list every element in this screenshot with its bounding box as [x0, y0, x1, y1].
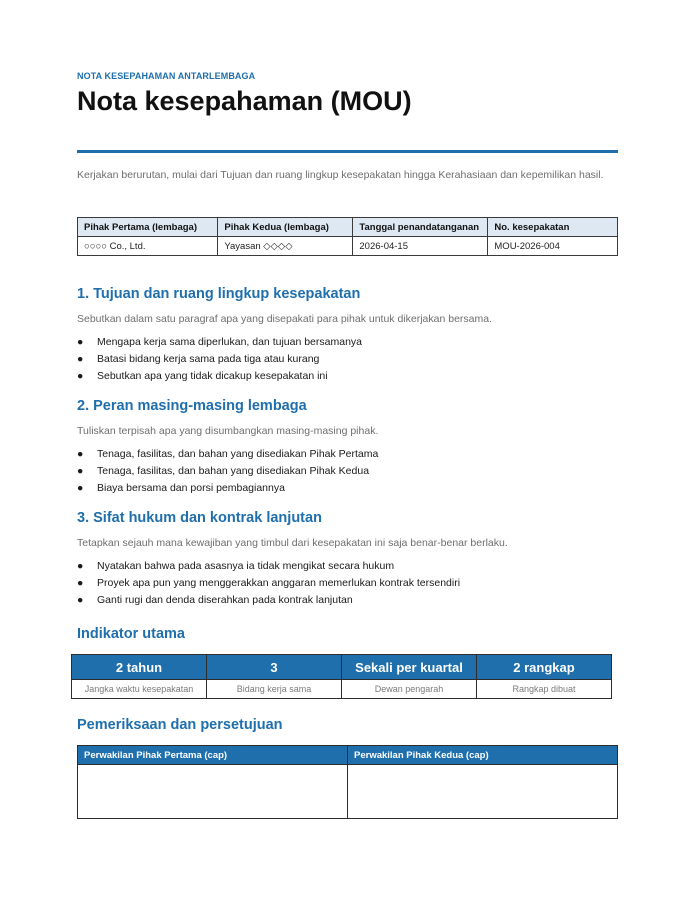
section-lead: Tuliskan terpisah apa yang disumbangkan masing-masing pihak. [77, 425, 379, 437]
indicator-labels-row [72, 680, 612, 699]
indicators-table [71, 654, 612, 699]
indicator-label: Dewan pengarah [342, 680, 477, 699]
list-item-text: Mengapa kerja sama diperlukan, dan tujuan bersamanya [97, 336, 362, 348]
parties-header-row [78, 218, 618, 237]
list-item-text: Biaya bersama dan porsi pembagiannya [97, 482, 285, 494]
bullet-icon: ● [77, 577, 84, 589]
list-item [77, 558, 460, 575]
parties-table [77, 217, 618, 256]
section-bullet-list [77, 558, 460, 609]
parties-header-cell: Pihak Pertama (lembaga) [78, 218, 218, 237]
indicator-label: Bidang kerja sama [207, 680, 342, 699]
parties-header-cell: Pihak Kedua (lembaga) [218, 218, 353, 237]
indicator-label: Jangka waktu kesepakatan [72, 680, 207, 699]
signature-box-second-party[interactable] [348, 765, 618, 819]
list-item [77, 463, 378, 480]
list-item [77, 368, 362, 385]
list-item-text: Nyatakan bahwa pada asasnya ia tidak mengikat secara hukum [97, 560, 395, 572]
section-heading: 2. Peran masing-masing lembaga [77, 398, 307, 414]
party-second-value: Yayasan ◇◇◇◇ [218, 237, 353, 256]
bullet-icon: ● [77, 594, 84, 606]
list-item [77, 575, 460, 592]
bullet-icon: ● [77, 370, 84, 382]
section-heading: 1. Tujuan dan ruang lingkup kesepakatan [77, 286, 361, 302]
signing-date-value: 2026-04-15 [353, 237, 488, 256]
indicator-value: Sekali per kuartal [342, 655, 477, 680]
title-divider [77, 150, 618, 153]
agreement-number-value: MOU-2026-004 [488, 237, 618, 256]
approval-heading: Pemeriksaan dan persetujuan [77, 717, 283, 733]
section-lead: Sebutkan dalam satu paragraf apa yang disepakati para pihak untuk dikerjakan bersama. [77, 313, 493, 325]
section-bullet-list [77, 334, 362, 385]
bullet-icon: ● [77, 336, 84, 348]
bullet-icon: ● [77, 482, 84, 494]
list-item-text: Tenaga, fasilitas, dan bahan yang disediakan Pihak Kedua [97, 465, 370, 477]
list-item [77, 446, 378, 463]
document-kicker: NOTA KESEPAHAMAN ANTARLEMBAGA [77, 71, 256, 81]
bullet-icon: ● [77, 465, 84, 477]
approval-table [77, 745, 618, 819]
list-item-text: Batasi bidang kerja sama pada tiga atau kurang [97, 353, 320, 365]
list-item [77, 480, 378, 497]
list-item [77, 351, 362, 368]
indicators-heading: Indikator utama [77, 626, 185, 642]
approval-column-first-party: Perwakilan Pihak Pertama (cap) [78, 746, 348, 765]
bullet-icon: ● [77, 560, 84, 572]
parties-header-cell: Tanggal penandatanganan [353, 218, 488, 237]
bullet-icon: ● [77, 448, 84, 460]
intro-text: Kerjakan berurutan, mulai dari Tujuan dan ruang lingkup kesepakatan hingga Kerahasiaan dan kepemilikan hasil. [77, 169, 604, 181]
indicator-values-row [72, 655, 612, 680]
section-lead: Tetapkan sejauh mana kewajiban yang timbul dari kesepakatan ini saja benar-benar berlaku. [77, 537, 508, 549]
signature-box-first-party[interactable] [78, 765, 348, 819]
document-title: Nota kesepahaman (MOU) [77, 86, 412, 116]
section-bullet-list [77, 446, 378, 497]
indicator-value: 3 [207, 655, 342, 680]
list-item [77, 592, 460, 609]
parties-value-row [78, 237, 618, 256]
indicator-value: 2 tahun [72, 655, 207, 680]
approval-signature-row [78, 765, 618, 819]
list-item-text: Sebutkan apa yang tidak dicakup kesepakatan ini [97, 370, 328, 382]
approval-header-row [78, 746, 618, 765]
indicator-value: 2 rangkap [477, 655, 612, 680]
section-heading: 3. Sifat hukum dan kontrak lanjutan [77, 510, 322, 526]
party-first-value: ○○○○ Co., Ltd. [78, 237, 218, 256]
approval-column-second-party: Perwakilan Pihak Kedua (cap) [348, 746, 618, 765]
bullet-icon: ● [77, 353, 84, 365]
parties-header-cell: No. kesepakatan [488, 218, 618, 237]
list-item-text: Tenaga, fasilitas, dan bahan yang disediakan Pihak Pertama [97, 448, 379, 460]
indicator-label: Rangkap dibuat [477, 680, 612, 699]
list-item [77, 334, 362, 351]
list-item-text: Proyek apa pun yang menggerakkan anggaran memerlukan kontrak tersendiri [97, 577, 461, 589]
list-item-text: Ganti rugi dan denda diserahkan pada kontrak lanjutan [97, 594, 353, 606]
